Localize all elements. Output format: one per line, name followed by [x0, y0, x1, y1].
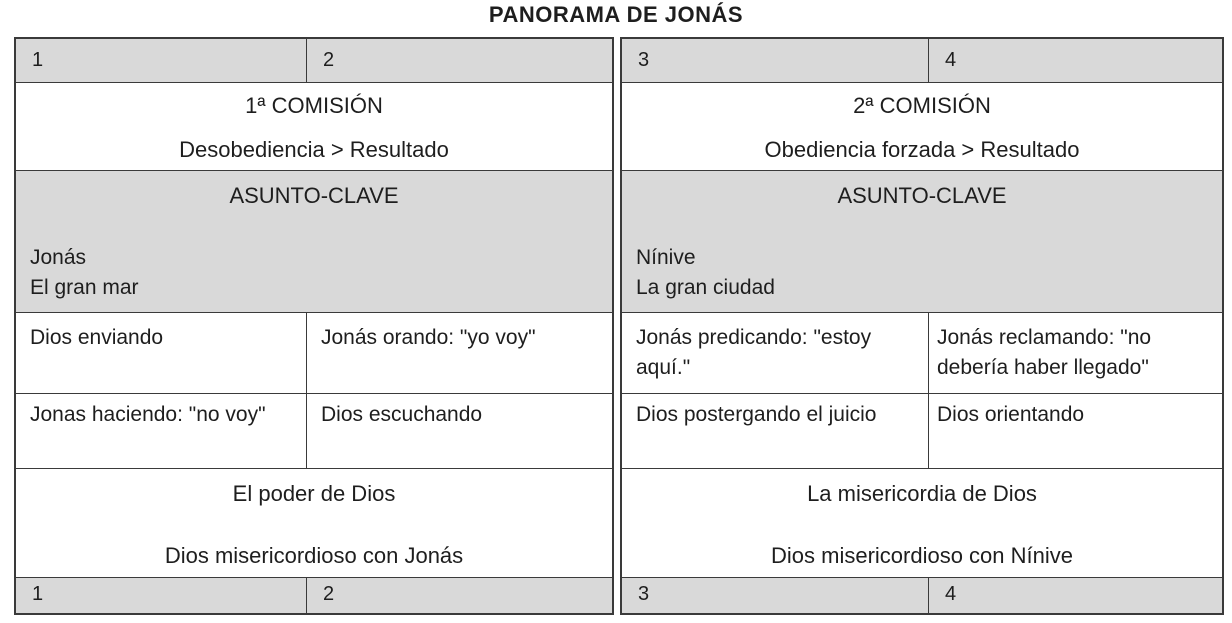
cell-text: Jonás reclamando: "no debería haber llegado" — [937, 326, 1152, 379]
grid-cell — [16, 313, 306, 393]
grid-cell — [622, 394, 928, 468]
section-number: 4 — [945, 49, 957, 71]
panel-second-commission — [620, 37, 1224, 615]
section-number: 1 — [32, 49, 44, 71]
commission-title: 1ª COMISIÓN — [245, 93, 383, 118]
header-cell-2 — [306, 39, 612, 82]
footer-row — [622, 578, 1222, 613]
commission-subtitle: Desobediencia > Resultado — [179, 137, 449, 162]
key-issue-line: Nínive — [636, 246, 696, 269]
grid-cell — [16, 394, 306, 468]
page-title: PANORAMA DE JONÁS — [488, 2, 744, 27]
cell-text: Dios orientando — [937, 403, 1085, 426]
key-issue-row — [16, 171, 612, 313]
header-row — [16, 39, 612, 83]
footer-cell-2 — [306, 578, 612, 613]
cells-row-1 — [16, 313, 612, 394]
header-cell-3 — [622, 39, 928, 82]
cells-row-2 — [16, 394, 612, 469]
theme-subtitle: Dios misericordioso con Nínive — [771, 543, 1073, 568]
cell-text: Jonás predicando: "estoy aquí." — [636, 326, 872, 379]
section-number: 1 — [32, 583, 44, 605]
commission-row — [16, 83, 612, 171]
footer-cell-4 — [928, 578, 1222, 613]
grid-cell — [928, 394, 1222, 468]
footer-row — [16, 578, 612, 613]
section-number: 2 — [323, 583, 335, 605]
header-cell-1 — [16, 39, 306, 82]
commission-subtitle: Obediencia forzada > Resultado — [764, 137, 1080, 162]
key-issue-line: El gran mar — [30, 276, 139, 299]
grid-cell — [622, 313, 928, 393]
key-issue-title: ASUNTO-CLAVE — [837, 183, 1007, 208]
key-issue-row — [622, 171, 1222, 313]
grid-cell — [306, 394, 612, 468]
section-number: 2 — [323, 49, 335, 71]
panel-first-commission — [14, 37, 614, 615]
key-issue-line: La gran ciudad — [636, 276, 775, 299]
cell-text: Jonas haciendo: "no voy" — [30, 403, 266, 426]
footer-cell-3 — [622, 578, 928, 613]
cell-text: Jonás orando: "yo voy" — [321, 326, 536, 349]
cells-row-1 — [622, 313, 1222, 394]
commission-title: 2ª COMISIÓN — [853, 93, 991, 118]
section-number: 4 — [945, 583, 957, 605]
commission-row — [622, 83, 1222, 171]
grid-cell — [306, 313, 612, 393]
theme-row — [622, 469, 1222, 578]
key-issue-title: ASUNTO-CLAVE — [229, 183, 399, 208]
header-cell-4 — [928, 39, 1222, 82]
theme-title: La misericordia de Dios — [807, 481, 1037, 506]
cell-text: Dios enviando — [30, 326, 164, 349]
section-number: 3 — [638, 583, 650, 605]
grid-cell — [928, 313, 1222, 393]
header-row — [622, 39, 1222, 83]
theme-title: El poder de Dios — [232, 481, 396, 506]
theme-row — [16, 469, 612, 578]
footer-cell-1 — [16, 578, 306, 613]
cells-row-2 — [622, 394, 1222, 469]
theme-subtitle: Dios misericordioso con Jonás — [164, 543, 464, 568]
section-number: 3 — [638, 49, 650, 71]
cell-text: Dios postergando el juicio — [636, 403, 877, 426]
key-issue-line: Jonás — [30, 246, 87, 269]
cell-text: Dios escuchando — [321, 403, 483, 426]
